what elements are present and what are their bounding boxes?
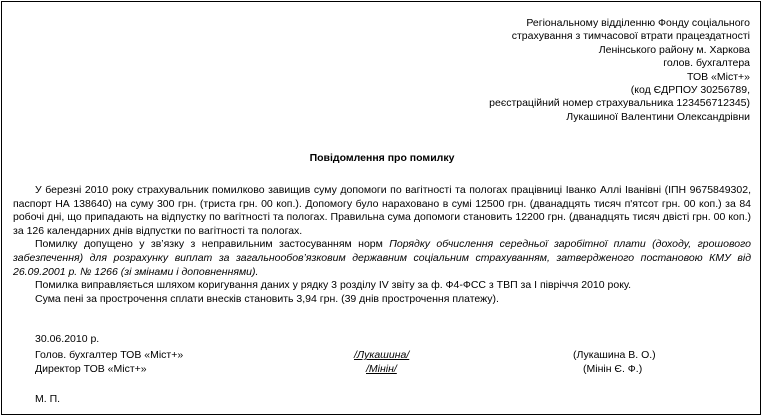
stamp-place: М. П. bbox=[35, 393, 61, 405]
paragraph-cause-regulation: Порядку обчислення середньої заробітної плати (доходу, грошового забезпечення) для розрахунку виплат за загальнообов’язковим державним соціальним страхуванням, затвердженого постановою КМУ від 26.09.2001 р. № 1266 (зі змінами і доповненнями). bbox=[13, 238, 751, 278]
signature-director-text: /Мінін/ bbox=[366, 363, 397, 375]
document-title: Повідомлення про помилку bbox=[309, 152, 455, 164]
paragraph-error-description: У березні 2010 року страхувальник помилково завищив суму допомоги по вагітності та пологах працівниці Іванко Аллі Іванівні (ІПН 9675849302, паспорт НА 138640) на суму 300 грн. (триста грн. 00 коп.). Допомогу було нараховано в сумі 12500 грн. (дванадцять тисяч п'ятсот грн. 00 коп.) за 84 робочі дні, що припадають на відпустку по вагітності та пологах. Правильна сума допомоги становить 12200 грн. (дванадцять тисяч двісті грн. 00 коп.) за 126 календарних днів відпустки по вагітності та пологах. bbox=[13, 184, 751, 237]
signature-label-accountant: Голов. бухгалтер ТОВ «Міст+» bbox=[35, 349, 184, 361]
addressee-line: реєстраційний номер страхувальника 123456712345) bbox=[489, 97, 750, 110]
signature-name-director: (Мінін Є. Ф.) bbox=[583, 363, 643, 375]
signature-label-director: Директор ТОВ «Міст+» bbox=[35, 363, 147, 375]
addressee-line: (код ЄДРПОУ 30256789, bbox=[630, 84, 750, 97]
paragraph-correction: Помилка виправляється шляхом коригування даних у рядку 3 розділу IV звіту за ф. Ф4-ФСС з ТВП за I півріччя 2010 року. bbox=[35, 279, 632, 292]
addressee-block bbox=[489, 17, 750, 124]
signature-accountant: /Лукашина/ bbox=[354, 349, 410, 361]
document-body bbox=[13, 184, 751, 306]
addressee-line: Регіональному відділенню Фонду соціального bbox=[526, 17, 750, 29]
signature-name-accountant: (Лукашина В. О.) bbox=[573, 349, 656, 361]
signature-director bbox=[350, 363, 397, 375]
paragraph-penalty: Сума пені за прострочення сплати внесків становить 3,94 грн. (39 днів прострочення платежу). bbox=[35, 292, 499, 305]
addressee-line: ТОВ «Міст+» bbox=[687, 70, 750, 83]
paragraph-error-cause bbox=[13, 238, 751, 279]
paragraph-cause-text: Помилку допущено у зв’язку з неправильним застосуванням норм bbox=[35, 238, 390, 251]
addressee-line: страхування з тимчасової втрати працездатності bbox=[511, 30, 750, 43]
addressee-line: Ленінського району м. Харкова bbox=[598, 43, 750, 56]
addressee-line: голов. бухгалтера bbox=[663, 57, 750, 70]
document-date: 30.06.2010 р. bbox=[35, 333, 100, 345]
addressee-line: Лукашиної Валентини Олександрівни bbox=[566, 110, 750, 123]
